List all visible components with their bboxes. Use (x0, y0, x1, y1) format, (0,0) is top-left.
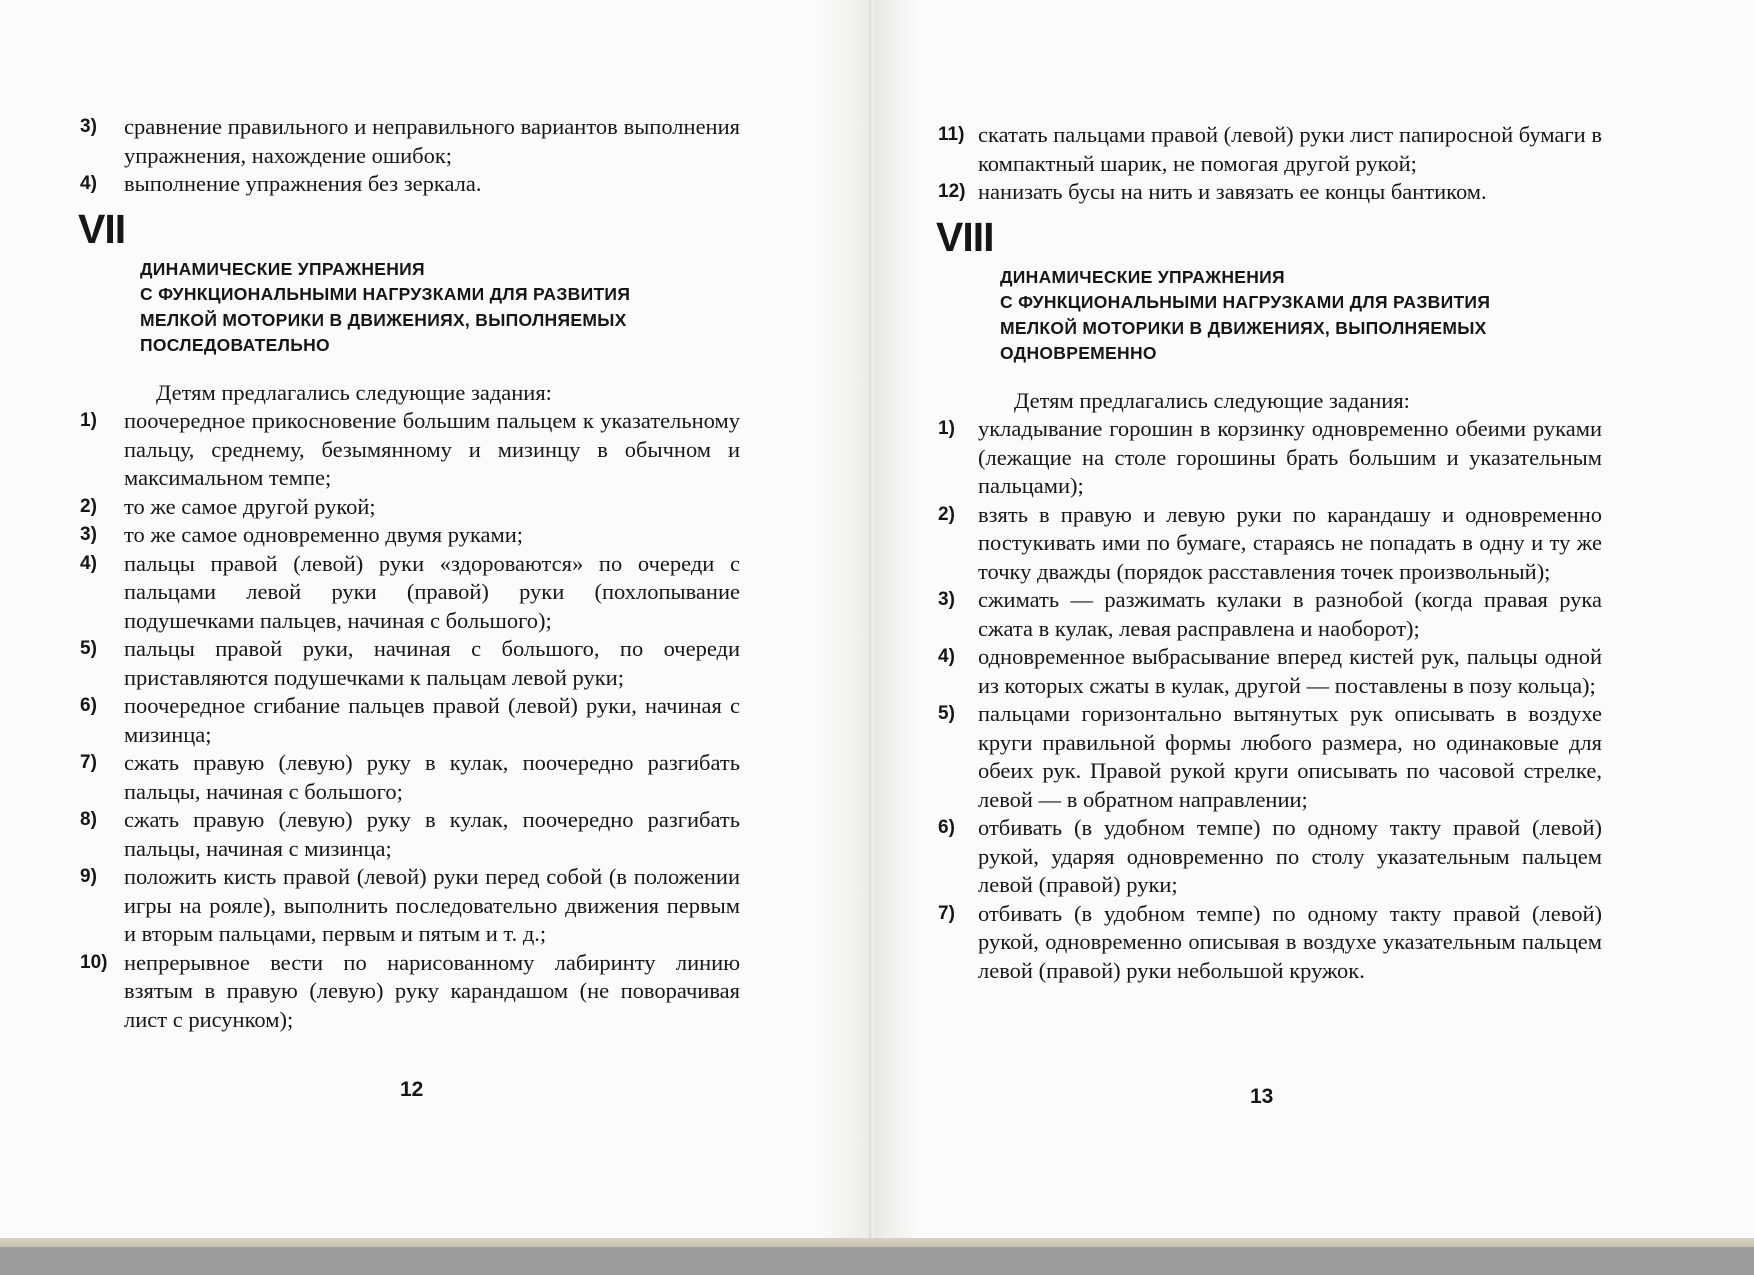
item-number: 11) (938, 124, 965, 145)
item-text: укладывание горошин в корзинку одновременно обеими руками (лежащие на столе горошины брать большим и указательным пальцами); (978, 416, 1602, 498)
list-item (938, 700, 1602, 814)
list-item (80, 407, 740, 493)
list-item (938, 643, 1602, 700)
item-number: 5) (80, 638, 97, 659)
section-number: VIII (936, 213, 994, 260)
list-item (80, 493, 740, 522)
list-item (938, 415, 1602, 501)
right-page (874, 0, 1754, 1245)
list-item (80, 521, 740, 550)
item-number: 5) (938, 703, 955, 724)
section-title: ДИНАМИЧЕСКИЕ УПРАЖНЕНИЯ С ФУНКЦИОНАЛЬНЫМИ НАГРУЗКАМИ ДЛЯ РАЗВИТИЯ МЕЛКОЙ МОТОРИКИ В ДВИЖЕНИЯХ, ВЫПОЛНЯЕМЫХ ПОСЛЕДОВАТЕЛЬНО (140, 258, 631, 355)
item-text: то же самое другой рукой; (124, 493, 376, 519)
item-text: сжать правую (левую) руку в кулак, поочередно разгибать пальцы, начиная с мизинца; (124, 807, 740, 861)
item-number: 3) (938, 589, 955, 610)
item-number: 12) (938, 181, 966, 202)
list-item (80, 863, 740, 949)
right-page-content (938, 121, 1602, 985)
list-item (80, 692, 740, 749)
item-text: положить кисть правой (левой) руки перед собой (в положении игры на рояле), выполнить последовательно движения первым и вторым пальцами, первым и пятым и т. д.; (124, 864, 740, 946)
list-item (938, 586, 1602, 643)
page-number: 13 (1250, 1085, 1274, 1108)
item-text: сравнение правильного и неправильного вариантов выполнения упражнения, нахождение ошибок; (124, 114, 740, 168)
list-item (938, 501, 1602, 587)
book-bottom-edge (0, 1238, 1754, 1247)
item-number: 4) (80, 552, 97, 574)
item-number: 1) (80, 410, 97, 431)
page-number: 12 (400, 1078, 424, 1101)
left-page (0, 0, 872, 1245)
list-item (938, 178, 1602, 207)
list-item (80, 170, 740, 199)
item-number: 9) (80, 866, 97, 887)
list-item (80, 113, 740, 170)
item-text: отбивать (в удобном темпе) по одному такту правой (левой) рукой, одновременно описывая в воздухе указательным пальцем левой (правой) руки небольшой кружок. (978, 900, 1602, 983)
left-page-content (80, 113, 740, 1034)
item-text: поочередное прикосновение большим пальцем к указательному пальцу, среднему, безымянному и мизинцу в обычном и максимальном темпе; (124, 408, 740, 490)
section-number: VII (78, 205, 126, 252)
item-text: сжать правую (левую) руку в кулак, поочередно разгибать пальцы, начиная с большого; (124, 750, 740, 804)
intro-text: Детям предлагались следующие задания: (156, 379, 552, 405)
item-text: поочередное сгибание пальцев правой (левой) руки, начиная с мизинца; (124, 693, 740, 747)
item-text: нанизать бусы на нить и завязать ее концы бантиком. (978, 179, 1487, 204)
list-item (938, 121, 1602, 178)
item-text: сжимать — разжимать кулаки в разнобой (когда правая рука сжата в кулак, левая расправлена и наоборот); (978, 587, 1602, 641)
item-text: пальцами горизонтально вытянутых рук описывать в воздухе круги правильной формы любого размера, но одинаковые для обеих рук. Правой рукой круги описывать по часовой стрелке, левой — в обратном направлении; (978, 701, 1602, 812)
list-item (80, 806, 740, 863)
item-number: 8) (80, 809, 97, 830)
item-text: отбивать (в удобном темпе) по одному такту правой (левой) рукой, ударяя одновременно по столу указательным пальцем левой (правой) руки; (978, 815, 1602, 897)
item-text: то же самое одновременно двумя руками; (124, 522, 524, 547)
intro-text: Детям предлагались следующие задания: (1014, 387, 1410, 413)
item-number: 3) (80, 116, 97, 137)
item-text: непрерывное вести по нарисованному лабиринту линию взятым в правую (левую) руку карандашом (не поворачивая лист с рисунком); (124, 949, 740, 1032)
list-item (938, 900, 1602, 986)
item-number: 2) (80, 495, 97, 517)
list-item (80, 635, 740, 692)
item-number: 4) (80, 173, 97, 194)
item-text: одновременное выбрасывание вперед кистей рук, пальцы одной из которых сжаты в кулак, другой — поставлены в позу кольца); (978, 644, 1602, 698)
item-number: 6) (938, 817, 955, 838)
item-text: скатать пальцами правой (левой) руки лист папиросной бумаги в компактный шарик, не помогая другой рукой; (978, 122, 1602, 176)
item-number: 1) (938, 418, 955, 439)
section-title: ДИНАМИЧЕСКИЕ УПРАЖНЕНИЯ С ФУНКЦИОНАЛЬНЫМИ НАГРУЗКАМИ ДЛЯ РАЗВИТИЯ МЕЛКОЙ МОТОРИКИ В ДВИЖЕНИЯХ, ВЫПОЛНЯЕМЫХ ОДНОВРЕМЕННО (1000, 266, 1491, 363)
item-text: пальцы правой руки, начиная с большого, по очереди приставляются подушечками к пальцам левой руки; (124, 636, 740, 690)
item-number: 6) (80, 695, 97, 716)
item-text: выполнение упражнения без зеркала. (124, 171, 482, 196)
list-item (938, 814, 1602, 900)
item-number: 10) (80, 951, 108, 973)
item-number: 3) (80, 524, 97, 545)
item-text: взять в правую и левую руки по карандашу и одновременно постукивать ими по бумаге, стараясь не попадать в одну и ту же точку дважды (порядок расставления точек произвольный); (978, 501, 1602, 584)
item-number: 7) (938, 902, 955, 924)
list-item (80, 749, 740, 806)
item-number: 7) (80, 752, 97, 773)
item-number: 2) (938, 503, 955, 525)
list-item (80, 550, 740, 636)
list-item (80, 949, 740, 1035)
item-number: 4) (938, 646, 955, 667)
item-text: пальцы правой (левой) руки «здороваются» по очереди с пальцами левой руки (правой) руки (похлопывание подушечками пальцев, начиная с большого); (124, 550, 740, 633)
